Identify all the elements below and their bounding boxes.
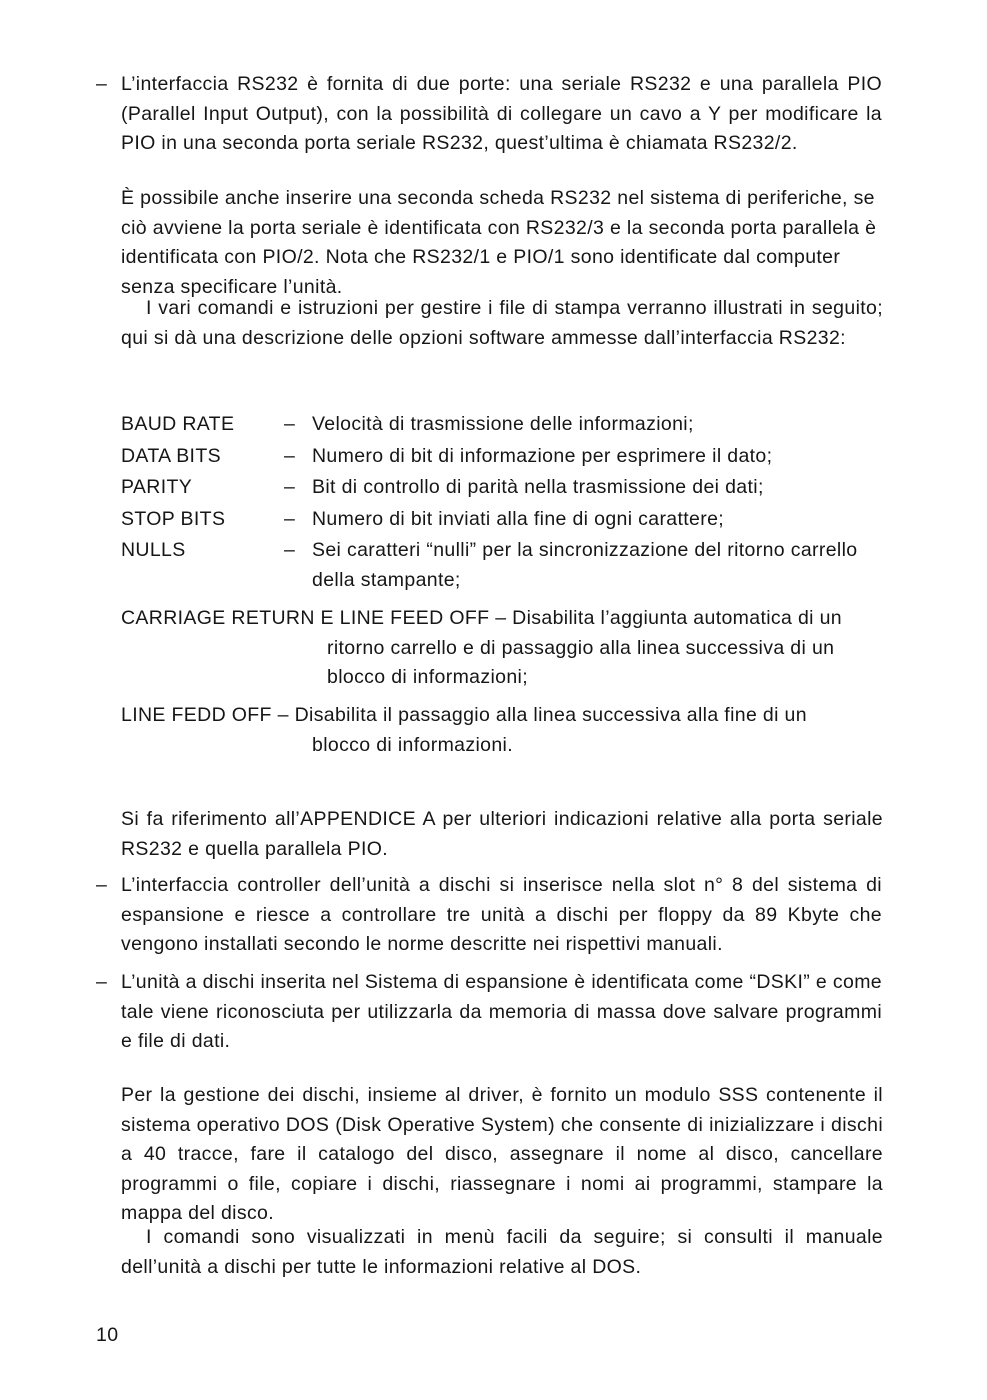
- paragraph-software-options-intro: I vari comandi e istruzioni per gestire i file di stampa verranno illustrati in seguito; qui si dà una descrizione delle opzioni software ammesse dall’interfaccia RS232:: [121, 297, 883, 349]
- option-description-first: Disabilita il passaggio alla linea successiva alla fine di un: [294, 704, 807, 726]
- option-description: Numero di bit inviati alla fine di ogni carattere;: [312, 508, 725, 530]
- option-description: Numero di bit di informazione per esprimere il dato;: [312, 445, 773, 467]
- bullet-dash: –: [96, 971, 108, 993]
- option-label: CARRIAGE RETURN E LINE FEED OFF: [121, 607, 490, 629]
- bullet-dash: –: [96, 874, 108, 896]
- option-description: Velocità di trasmissione delle informazioni;: [312, 413, 694, 435]
- bullet-disk-unit: [96, 968, 882, 1057]
- option-description-rest: blocco di informazioni.: [312, 733, 513, 756]
- option-dash: –: [284, 539, 296, 561]
- option-label: PARITY: [121, 476, 193, 498]
- option-dash: –: [284, 413, 296, 435]
- option-label: LINE FEDD OFF: [121, 704, 272, 726]
- option-nulls: [121, 536, 891, 595]
- option-dash: –: [277, 704, 289, 726]
- option-description-first: Disabilita l’aggiunta automatica di un: [512, 607, 842, 629]
- option-stop-bits: [121, 505, 891, 535]
- option-parity: [121, 473, 891, 503]
- option-dash: –: [284, 476, 296, 498]
- paragraph-dos-menus: I comandi sono visualizzati in menù facili da seguire; si consulti il manuale dell’unità a dischi per tutte le informazioni relative al DOS.: [121, 1226, 883, 1278]
- option-line-feed-off: [121, 701, 885, 760]
- option-description: Bit di controllo di parità nella trasmissione dei dati;: [312, 476, 764, 498]
- option-description-rest: ritorno carrello e di passaggio alla linea successiva di un blocco di informazioni;: [327, 636, 835, 688]
- page-number: 10: [96, 1324, 119, 1346]
- bullet-text: L’interfaccia RS232 è fornita di due porte: una seriale RS232 e una parallela PIO (Parallel Input Output), con la possibilità di collegare un cavo a Y per modificare la PIO in una seconda porta seriale RS232, quest’ultima è chiamata RS232/2.: [121, 73, 882, 154]
- option-first-line: [121, 701, 885, 731]
- option-first-line: [121, 604, 885, 634]
- bullet-text: L’unità a dischi inserita nel Sistema di espansione è identificata come “DSKI” e come tale viene riconosciuta per utilizzarla da memoria di massa dove salvare programmi e file di dati.: [121, 971, 882, 1052]
- option-description: Sei caratteri “nulli” per la sincronizzazione del ritorno carrello della stampante;: [312, 539, 858, 591]
- option-baud-rate: [121, 410, 891, 440]
- paragraph-second-rs232-card: È possibile anche inserire una seconda scheda RS232 nel sistema di periferiche, se ciò avviene la porta seriale è identificata con RS232/3 e la seconda porta parallela è identificata con PIO/2. Nota che RS232/1 e PIO/1 sono identificate dal computer senza specificare l’unità.: [121, 187, 877, 298]
- option-label: NULLS: [121, 539, 186, 561]
- paragraph-dos-module: Per la gestione dei dischi, insieme al driver, è fornito un modulo SSS contenente il sistema operativo DOS (Disk Operative System) che consente di inizializzare i dischi a 40 tracce, fare il catalogo del disco, assegnare il nome al disco, cancellare programmi o file, copiare i dischi, riassegnare i nomi ai programmi, stampare la mappa del disco.: [121, 1084, 883, 1224]
- option-data-bits: [121, 442, 891, 472]
- option-dash: –: [284, 508, 296, 530]
- paragraph-appendix-reference: Si fa riferimento all’APPENDICE A per ulteriori indicazioni relative alla porta seriale RS232 e quella parallela PIO.: [121, 808, 883, 860]
- bullet-text: L’interfaccia controller dell’unità a dischi si inserisce nella slot n° 8 del sistema di espansione e riesce a controllare tre unità a dischi per floppy da 89 Kbyte che vengono installati secondo le norme descritte nei rispettivi manuali.: [121, 874, 882, 955]
- option-label: BAUD RATE: [121, 413, 235, 435]
- bullet-dash: –: [96, 73, 108, 95]
- bullet-rs232-ports: [96, 70, 882, 159]
- option-label: DATA BITS: [121, 445, 221, 467]
- option-dash: –: [495, 607, 507, 629]
- option-dash: –: [284, 445, 296, 467]
- bullet-disk-controller: [96, 871, 882, 960]
- option-label: STOP BITS: [121, 508, 226, 530]
- option-carriage-return-line-feed-off: [121, 604, 885, 693]
